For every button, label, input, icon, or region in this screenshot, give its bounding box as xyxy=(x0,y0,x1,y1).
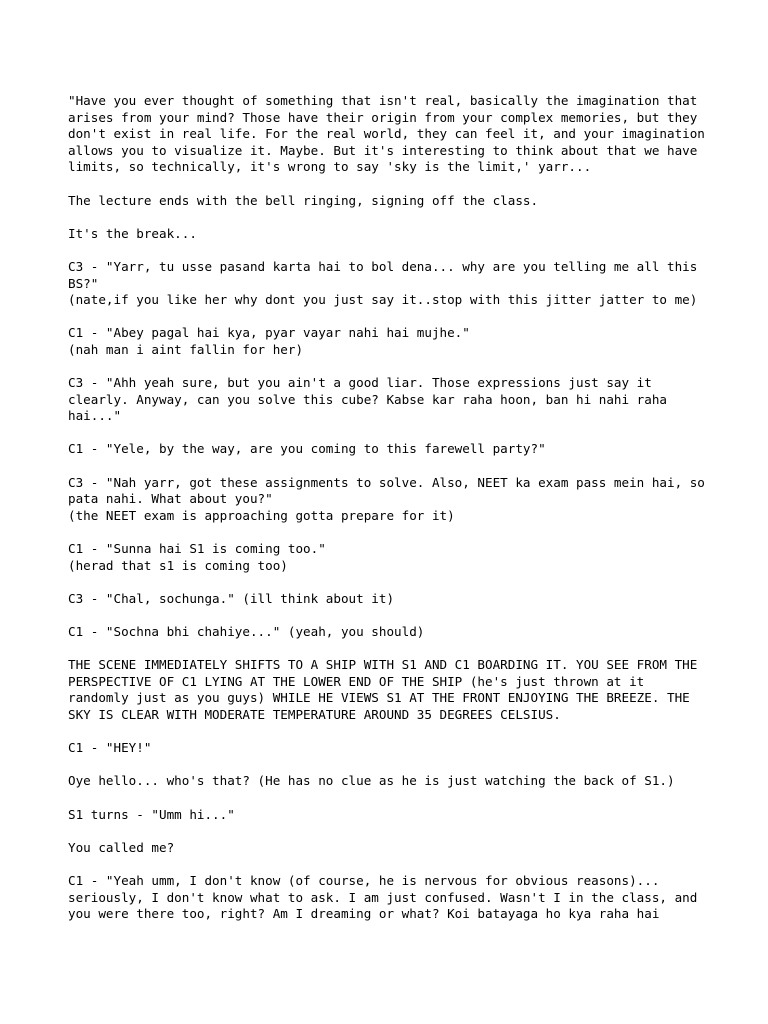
text-line: pata nahi. What about you?" xyxy=(68,491,273,507)
text-line: C1 - "Sunna hai S1 is coming too." xyxy=(68,541,326,557)
text-line: clearly. Anyway, can you solve this cube? Kabse kar raha hoon, ban hi nahi raha xyxy=(68,391,667,407)
text-line: seriously, I don't know what to ask. I am just confused. Wasn't I in the class, and xyxy=(68,889,698,905)
text-line: don't exist in real life. For the real world, they can feel it, and your imagination xyxy=(68,126,705,142)
script-paragraph xyxy=(68,93,728,176)
script-paragraph xyxy=(68,541,728,574)
text-line: You called me? xyxy=(68,839,175,855)
text-line: C3 - "Ahh yeah sure, but you ain't a good liar. Those expressions just say it xyxy=(68,375,652,391)
text-line: (nah man i aint fallin for her) xyxy=(68,341,304,357)
text-line: C1 - "Sochna bhi chahiye..." (yeah, you should) xyxy=(68,624,425,639)
script-paragraph xyxy=(68,193,728,210)
text-line: C3 - "Yarr, tu usse pasand karta hai to bol dena... why are you telling me all this xyxy=(68,258,698,274)
script-paragraph xyxy=(68,840,728,857)
text-line: Oye hello... who's that? (He has no clue as he is just watching the back of S1.) xyxy=(68,773,675,789)
script-paragraph xyxy=(68,873,728,923)
script-paragraph xyxy=(68,657,728,723)
text-line: It's the break... xyxy=(68,225,197,241)
text-line: SKY IS CLEAR WITH MODERATE TEMPERATURE AROUND 35 DEGREES CELSIUS. xyxy=(68,706,561,722)
script-paragraph xyxy=(68,740,728,757)
text-line: you were there too, right? Am I dreaming or what? Koi batayaga ho kya raha hai xyxy=(68,906,660,922)
text-line: (herad that s1 is coming too) xyxy=(68,557,288,573)
text-line: C1 - "Yeah umm, I don't know (of course, he is nervous for obvious reasons)... xyxy=(68,872,660,888)
text-line: allows you to visualize it. Maybe. But it's interesting to think about that we have xyxy=(68,142,698,158)
script-paragraph xyxy=(68,259,728,309)
text-line: PERSPECTIVE OF C1 LYING AT THE LOWER END OF THE SHIP (he's just thrown at it xyxy=(68,673,645,689)
script-paragraph xyxy=(68,591,728,608)
script-paragraph xyxy=(68,375,728,425)
text-line: arises from your mind? Those have their origin from your complex memories, but they xyxy=(68,109,698,125)
text-line: (nate,if you like her why dont you just say it..stop with this jitter jatter to me) xyxy=(68,292,698,308)
document-page xyxy=(68,93,728,923)
text-line: limits, so technically, it's wrong to say 'sky is the limit,' yarr... xyxy=(68,159,592,175)
text-line: BS?" xyxy=(68,275,99,291)
text-line: S1 turns - "Umm hi..." xyxy=(68,806,235,822)
text-line: "Have you ever thought of something that isn't real, basically the imagination that xyxy=(68,93,698,108)
script-paragraph xyxy=(68,441,728,458)
script-paragraph xyxy=(68,325,728,358)
text-line: C3 - "Chal, sochunga." (ill think about it) xyxy=(68,590,395,606)
script-paragraph xyxy=(68,475,728,525)
script-paragraph xyxy=(68,773,728,790)
script-paragraph xyxy=(68,226,728,243)
text-line: C1 - "HEY!" xyxy=(68,740,152,756)
text-line: The lecture ends with the bell ringing, signing off the class. xyxy=(68,192,539,208)
text-line: randomly just as you guys) WHILE HE VIEWS S1 AT THE FRONT ENJOYING THE BREEZE. THE xyxy=(68,690,690,706)
text-line: THE SCENE IMMEDIATELY SHIFTS TO A SHIP WITH S1 AND C1 BOARDING IT. YOU SEE FROM THE xyxy=(68,657,698,673)
text-line: C1 - "Yele, by the way, are you coming to this farewell party?" xyxy=(68,441,546,457)
text-line: C3 - "Nah yarr, got these assignments to solve. Also, NEET ka exam pass mein hai, so xyxy=(68,474,705,490)
text-line: (the NEET exam is approaching gotta prepare for it) xyxy=(68,507,455,523)
text-line: C1 - "Abey pagal hai kya, pyar vayar nahi hai mujhe." xyxy=(68,325,470,341)
script-paragraph xyxy=(68,807,728,824)
script-paragraph xyxy=(68,624,728,641)
text-line: hai..." xyxy=(68,408,122,424)
